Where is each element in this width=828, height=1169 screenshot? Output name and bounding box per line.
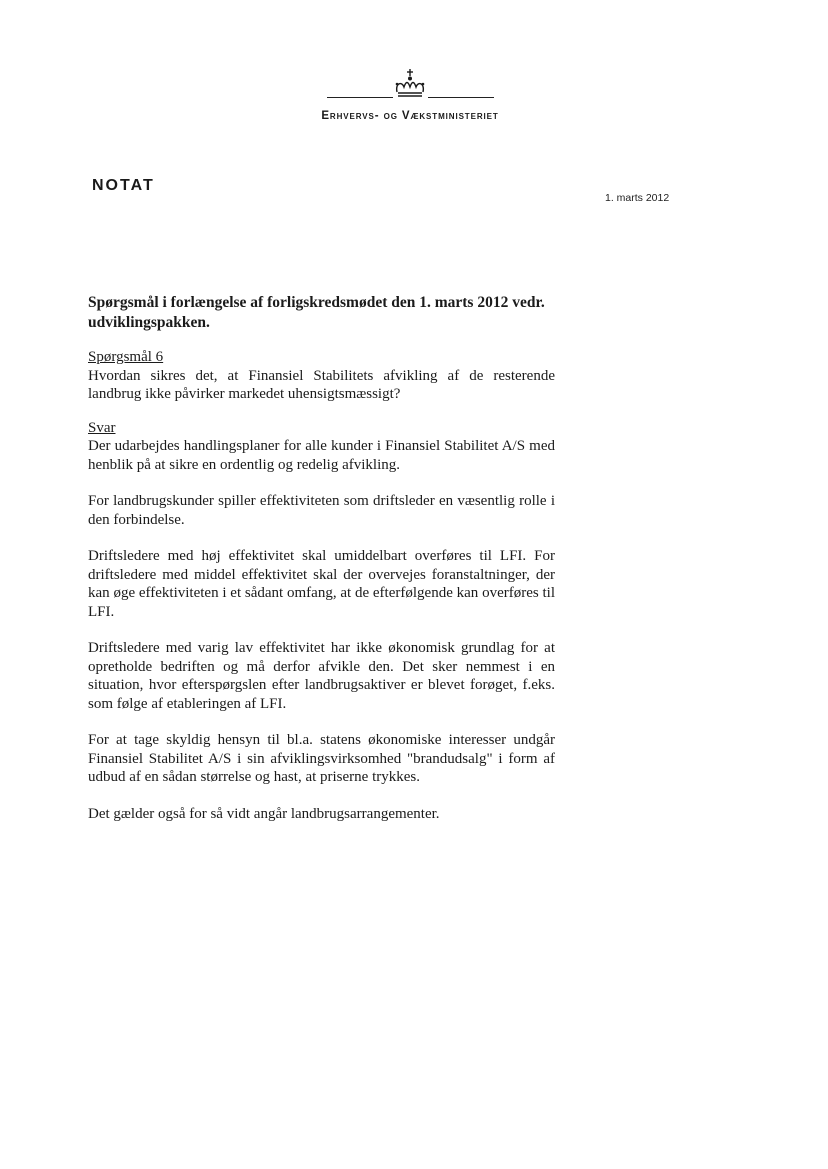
answer-paragraph: For landbrugskunder spiller effektiviteten som driftsleder en væsentlig rolle i den forbindelse. (88, 493, 555, 528)
answer-heading: Svar (88, 419, 116, 436)
question-section (88, 348, 555, 404)
header-rule-left (327, 97, 393, 98)
crown-icon (380, 68, 440, 104)
answer-paragraph: Driftsledere med høj effektivitet skal umiddelbart overføres til LFI. For driftsledere med middel effektivitet skal der overvejes foranstaltninger, der kan øge effektiviteten i et sådant omfang, at de efterfølgende kan overføres til LFI. (88, 548, 555, 620)
header-rule-right (428, 97, 494, 98)
document-type: NOTAT (92, 177, 155, 194)
document-body (88, 293, 555, 823)
question-text: Hvordan sikres det, at Finansiel Stabilitets afvikling af de resterende landbrug ikke påvirker markedet uhensigtsmæssigt? (88, 367, 555, 402)
answer-paragraph: Der udarbejdes handlingsplaner for alle kunder i Finansiel Stabilitet A/S med henblik på at sikre en ordentlig og redelig afvikling. (88, 438, 555, 473)
document-date: 1. marts 2012 (605, 192, 670, 204)
ministry-name: Erhvervs- og Vækstministeriet (321, 110, 499, 122)
answer-paragraph: Driftsledere med varig lav effektivitet har ikke økonomisk grundlag for at opretholde bedriften og må derfor afvikle den. Det sker nemmest i en situation, hvor efterspørgslen efter landbrugsaktiver er blevet forøget, f.eks. som følge af etableringen af LFI. (88, 640, 555, 712)
answer-paragraph: For at tage skyldig hensyn til bl.a. statens økonomiske interesser undgår Finansiel Stabilitet A/S i sin afviklingsvirksomhed "brandudsalg" i form af udbud af en sådan størrelse og hast, at priserne trykkes. (88, 732, 555, 785)
question-heading: Spørgsmål 6 (88, 349, 164, 365)
answer-paragraph: Det gælder også for så vidt angår landbrugsarrangementer. (88, 805, 440, 822)
answer-section (88, 419, 555, 475)
document-title: Spørgsmål i forlængelse af forligskredsmødet den 1. marts 2012 vedr. udviklingspakken. (88, 294, 545, 331)
